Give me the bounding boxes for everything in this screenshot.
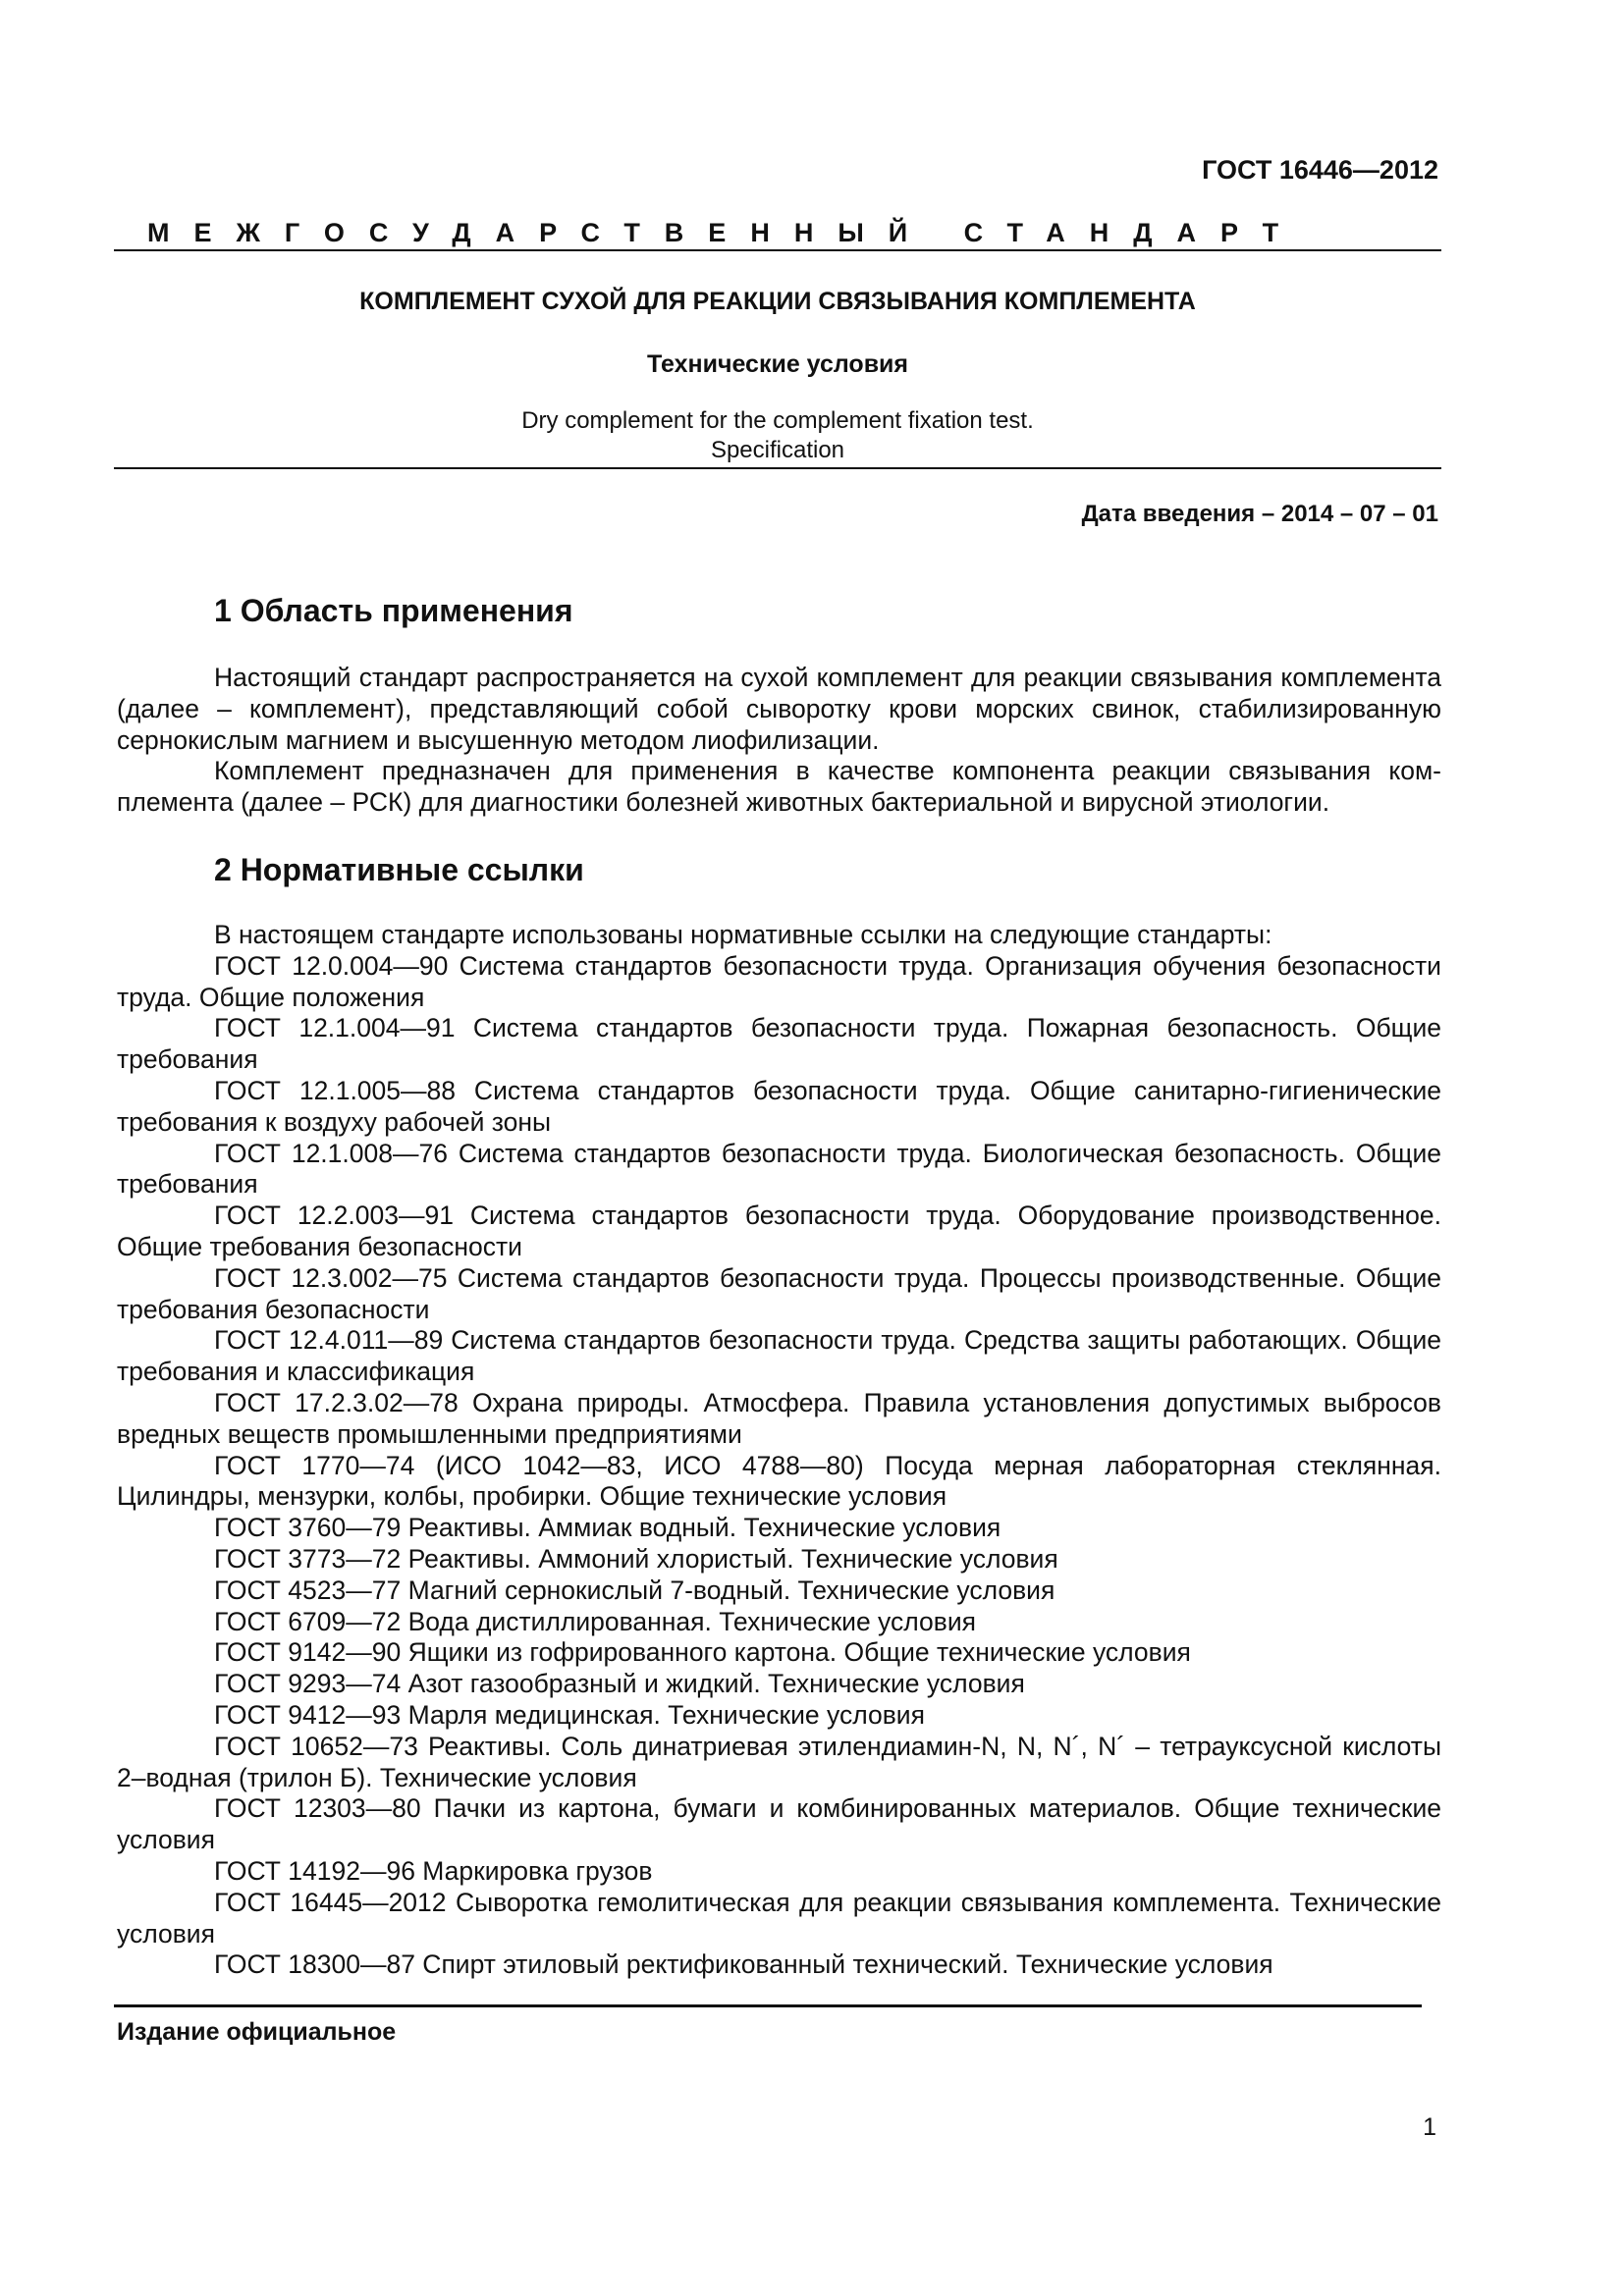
divider xyxy=(114,2004,1422,2007)
paragraph: Комплемент предназначен для применения в качестве компонента реакции связывания комплемента (далее – РСК) для диагностики болезней животных бактериальной и вирусной этиологии. xyxy=(117,756,1441,818)
english-subtitle: Specification xyxy=(710,437,845,463)
reference-item: ГОСТ 6709—72 Вода дистиллированная. Технические условия xyxy=(214,1606,976,1636)
reference-item: ГОСТ 3773—72 Реактивы. Аммоний хлористый. Технические условия xyxy=(214,1543,1058,1574)
paragraph: Настоящий стандарт распространяется на сухой комплемент для реакции связывания комплемента (далее – комплемент), представляющий собой сыворотку крови морских свинок, стабилизированную сернокислым магнием и высушенную методом лиофилизации. xyxy=(117,663,1441,755)
effective-date: Дата введения – 2014 – 07 – 01 xyxy=(1081,501,1438,527)
reference-item: ГОСТ 12.4.011—89 Система стандартов безопасности труда. Средства защиты работающих. Общие требования и классификация xyxy=(117,1325,1441,1387)
reference-item: ГОСТ 9412—93 Марля медицинская. Технические условия xyxy=(214,1699,925,1730)
publication-note: Издание официальное xyxy=(117,2018,397,2046)
section-1-heading: 1 Область применения xyxy=(214,593,573,628)
reference-item: ГОСТ 12.1.005—88 Система стандартов безопасности труда. Общие санитарно-гигиенические требования к воздуху рабочей зоны xyxy=(117,1075,1441,1137)
standard-code: ГОСТ 16446—2012 xyxy=(1202,155,1438,185)
reference-item: ГОСТ 12303—80 Пачки из картона, бумаги и комбинированных материалов. Общие технические условия xyxy=(117,1793,1441,1855)
section-1-body xyxy=(117,663,1441,819)
reference-item: ГОСТ 12.0.004—90 Система стандартов безопасности труда. Организация обучения безопасности труда. Общие положения xyxy=(117,950,1441,1012)
reference-item: ГОСТ 14192—96 Маркировка грузов xyxy=(214,1855,653,1886)
reference-item: ГОСТ 12.2.003—91 Система стандартов безопасности труда. Оборудование производственное. Общие требования безопасности xyxy=(117,1201,1441,1261)
reference-item: ГОСТ 12.3.002—75 Система стандартов безопасности труда. Процессы производственные. Общие требования безопасности xyxy=(117,1262,1441,1324)
reference-item: ГОСТ 3760—79 Реактивы. Аммиак водный. Технические условия xyxy=(214,1513,1001,1543)
reference-item: ГОСТ 9293—74 Азот газообразный и жидкий. Технические условия xyxy=(214,1669,1025,1699)
reference-item: ГОСТ 12.1.008—76 Система стандартов безопасности труда. Биологическая безопасность. Общие требования xyxy=(117,1138,1441,1200)
page-number: 1 xyxy=(1423,2113,1436,2141)
reference-list xyxy=(117,951,1441,1981)
reference-item: ГОСТ 9142—90 Ящики из гофрированного картона. Общие технические условия xyxy=(214,1637,1191,1668)
standard-type: МЕЖГОСУДАРСТВЕННЫЙ СТАНДАРТ xyxy=(147,218,1304,247)
reference-item: ГОСТ 4523—77 Магний сернокислый 7-водный. Технические условия xyxy=(214,1575,1055,1605)
english-title: Dry complement for the complement fixation test. xyxy=(521,407,1034,434)
section-2-body xyxy=(117,920,1441,1981)
reference-item: ГОСТ 18300—87 Спирт этиловый ректификованный технический. Технические условия xyxy=(214,1949,1273,1980)
paragraph: В настоящем стандарте использованы нормативные ссылки на следующие стандарты: xyxy=(214,920,1272,949)
document-title: КОМПЛЕМЕНТ СУХОЙ ДЛЯ РЕАКЦИИ СВЯЗЫВАНИЯ КОМПЛЕМЕНТА xyxy=(359,288,1196,315)
reference-item: ГОСТ 16445—2012 Сыворотка гемолитическая для реакции связывания комплемента. Технические условия xyxy=(117,1887,1441,1949)
divider xyxy=(114,467,1441,469)
reference-item: ГОСТ 12.1.004—91 Система стандартов безопасности труда. Пожарная безопасность. Общие требования xyxy=(117,1013,1441,1075)
document-subtitle: Технические условия xyxy=(646,350,909,378)
reference-item: ГОСТ 17.2.3.02—78 Охрана природы. Атмосфера. Правила установления допустимых выбросов вредных веществ промышленными предприятиями xyxy=(117,1387,1441,1449)
reference-item: ГОСТ 1770—74 (ИСО 1042—83, ИСО 4788—80) Посуда мерная лабораторная стеклянная. Цилиндры, мензурки, колбы, пробирки. Общие технические условия xyxy=(117,1450,1441,1512)
reference-item: ГОСТ 10652—73 Реактивы. Соль динатриевая этилендиамин-N, N, N´, N´ – тетрауксусной кислоты 2–водная (трилон Б). Технические условия xyxy=(117,1731,1441,1792)
section-2-heading: 2 Нормативные ссылки xyxy=(214,852,584,887)
divider xyxy=(114,249,1441,251)
